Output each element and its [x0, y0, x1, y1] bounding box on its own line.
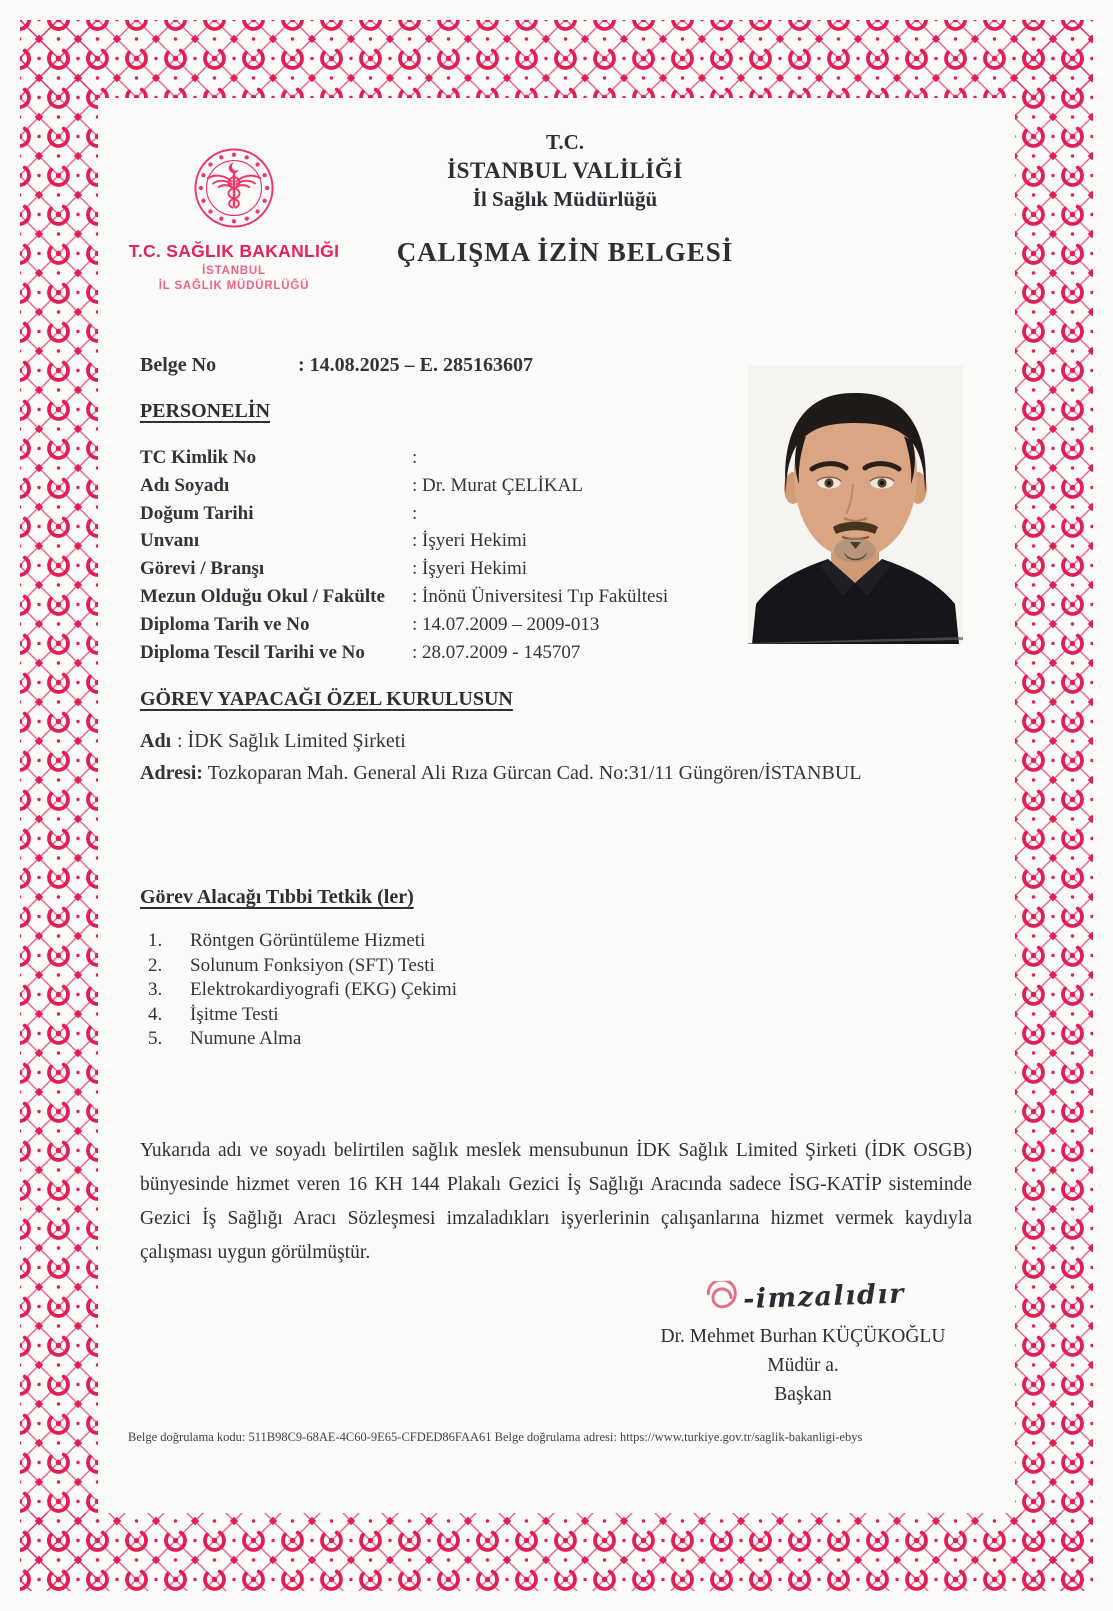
- portrait-photo: [748, 366, 963, 644]
- verification-footer: Belge doğrulama kodu: 511B98C9-68AE-4C60-9E65-CFDED86FAA61 Belge doğrulama adresi: https://www.turkiye.gov.tr/saglik-bakanligi-ebys: [128, 1430, 863, 1444]
- field-value: : 14.07.2009 – 2009-013: [412, 613, 600, 635]
- examination-item-number: 4.: [148, 1003, 163, 1025]
- field-label: Diploma Tarih ve No: [140, 613, 310, 635]
- examination-item-text: İşitme Testi: [190, 1003, 279, 1025]
- border-right: [1015, 20, 1093, 1591]
- personnel-section-title: PERSONELİN: [140, 400, 271, 422]
- approval-statement: Yukarıda adı ve soyadı belirtilen sağlık meslek mensubunun İDK Sağlık Limited Şirketi (İDK OSGB) bünyesinde hizmet veren 16 KH 144 Plakalı Gezici İş Sağlığı Aracında sadece İSG-KATİP sisteminde Gezici İş Sağlığı Aracı Sözleşmesi imzaladıkları işyerlerinin çalışanlarına hizmet vermek kaydıyla çalışması uygun görülmüştür.: [140, 1140, 972, 1263]
- logo-sub-directorate: İL SAĞLIK MÜDÜRLÜĞÜ: [158, 280, 310, 292]
- field-label: Diploma Tescil Tarihi ve No: [140, 641, 365, 663]
- examination-item-number: 5.: [148, 1028, 163, 1050]
- logo-org-name: T.C. SAĞLIK BAKANLIĞI: [128, 241, 340, 261]
- examination-item-number: 2.: [148, 954, 163, 976]
- field-value: :: [412, 447, 418, 468]
- signature-block: [628, 1278, 978, 1406]
- document-number-label: Belge No: [140, 354, 217, 376]
- examination-item-text: Röntgen Görüntüleme Hizmeti: [190, 930, 426, 951]
- personnel-field-row: [140, 586, 840, 614]
- signatory-title-1: Müdür a.: [767, 1355, 839, 1376]
- border-bottom: [20, 1513, 1093, 1591]
- organization-address-label: Adresi:: [140, 762, 203, 784]
- personnel-field-row: [140, 503, 840, 531]
- examinations-section-title: Görev Alacağı Tıbbi Tetkik (ler): [140, 886, 414, 908]
- document-number-row: [140, 354, 533, 377]
- field-value: : İnönü Üniversitesi Tıp Fakültesi: [412, 585, 669, 607]
- examination-item-number: 3.: [148, 979, 163, 1001]
- examination-item: [148, 1004, 457, 1029]
- examination-item-text: Numune Alma: [190, 1028, 302, 1050]
- esign-text: -imzalıdır: [742, 1277, 906, 1315]
- examination-item-number: 1.: [148, 930, 163, 951]
- organization-address-value: Tozkoparan Mah. General Ali Rıza Gürcan Cad. No:31/11 Güngören/İSTANBUL: [202, 762, 862, 784]
- field-label: Doğum Tarihi: [140, 502, 254, 524]
- field-value: : İşyeri Hekimi: [412, 558, 528, 580]
- header-tc: T.C.: [545, 130, 585, 154]
- field-value: : İşyeri Hekimi: [412, 530, 528, 552]
- examination-item: [148, 979, 457, 1004]
- document-header: [330, 130, 800, 268]
- signatory-name: Dr. Mehmet Burhan KÜÇÜKOĞLU: [660, 1326, 946, 1347]
- field-label: TC Kimlik No: [140, 447, 257, 468]
- organization-section-title: GÖREV YAPACAĞI ÖZEL KURULUSUN: [140, 688, 513, 710]
- personnel-fields: [140, 447, 840, 669]
- organization-name-value: : İDK Sağlık Limited Şirketi: [177, 730, 406, 752]
- field-value: : 28.07.2009 - 145707: [412, 641, 581, 663]
- examination-item: [148, 955, 457, 980]
- field-label: Mezun Olduğu Okul / Fakülte: [140, 585, 385, 607]
- border-top: [20, 20, 1093, 98]
- personnel-field-row: [140, 447, 840, 475]
- field-label: Adı Soyadı: [140, 474, 230, 496]
- personnel-field-row: [140, 475, 840, 503]
- field-label: Görevi / Branşı: [140, 558, 265, 580]
- examination-item: [148, 1028, 457, 1053]
- examination-item-text: Elektrokardiyografi (EKG) Çekimi: [190, 979, 457, 1001]
- personnel-field-row: [140, 642, 840, 670]
- document-title: ÇALIŞMA İZİN BELGESİ: [396, 237, 734, 267]
- personnel-field-row: [140, 614, 840, 642]
- caduceus-emblem-icon: [193, 147, 275, 229]
- field-value: :: [412, 502, 418, 524]
- field-label: Unvanı: [140, 530, 200, 552]
- field-value: : Dr. Murat ÇELİKAL: [412, 474, 583, 496]
- document-number-value: : 14.08.2025 – E. 285163607: [298, 354, 533, 376]
- header-directorate: İl Sağlık Müdürlüğü: [472, 187, 658, 211]
- organization-name-row: [140, 730, 406, 753]
- organization-name-label: Adı: [140, 730, 172, 752]
- examination-item-text: Solunum Fonksiyon (SFT) Testi: [190, 954, 435, 976]
- personnel-field-row: [140, 530, 840, 558]
- examinations-list: [148, 930, 457, 1053]
- ministry-logo-block: [122, 147, 346, 292]
- signatory-title-2: Başkan: [774, 1384, 832, 1405]
- header-governorship: İSTANBUL VALİLİĞİ: [447, 158, 683, 183]
- esign-line: [627, 1272, 978, 1322]
- organization-address-row: [140, 762, 861, 785]
- logo-sub-city: İSTANBUL: [202, 265, 266, 277]
- examination-item: [148, 930, 457, 955]
- personnel-field-row: [140, 558, 840, 586]
- esign-swirl-icon: [701, 1280, 744, 1319]
- border-left: [20, 20, 98, 1591]
